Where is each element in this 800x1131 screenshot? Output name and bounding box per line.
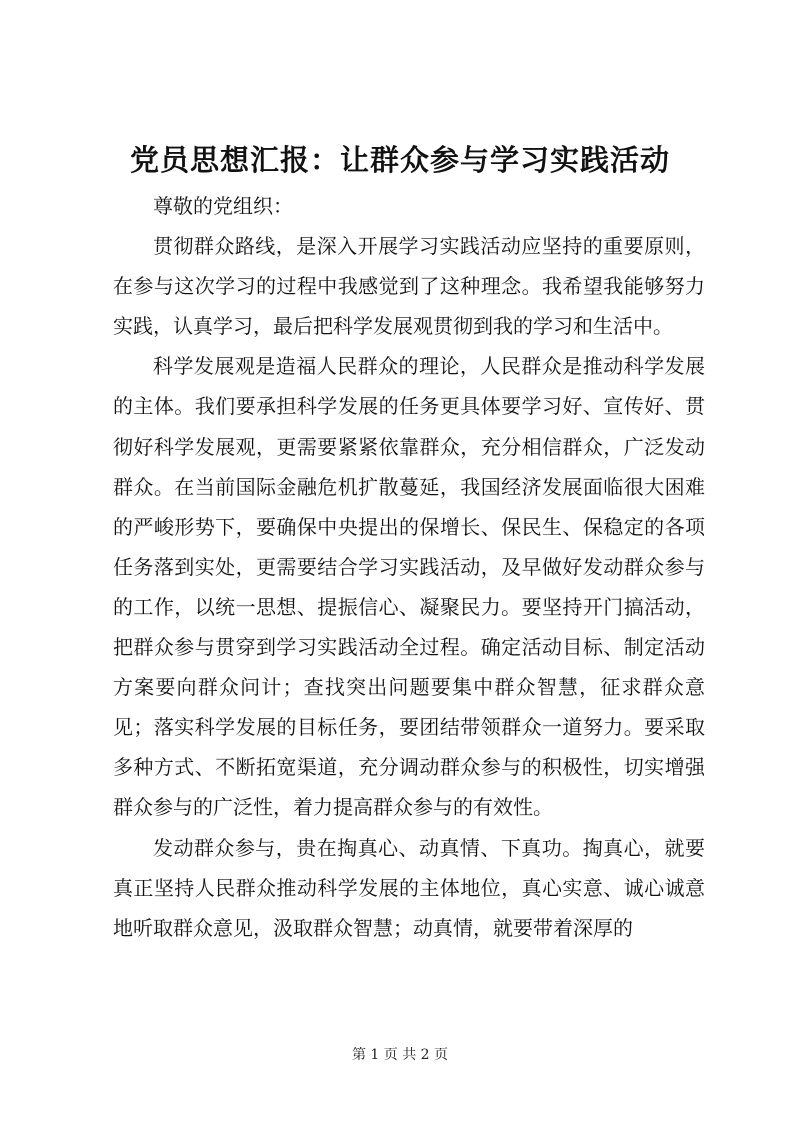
salutation: 尊敬的党组织： [153, 194, 293, 218]
paragraph-1: 贯彻群众路线，是深入开展学习实践活动应坚持的重要原则，在参与这次学习的过程中我感觉到了这种理念。我希望我能够努力实践，认真学习，最后把科学发展观贯彻到我的学习和生活中。 [113, 234, 705, 339]
document-body [113, 186, 705, 948]
paragraph-3: 发动群众参与，贵在掏真心、动真情、下真功。掏真心，就要真正坚持人民群众推动科学发展的主体地位，真心实意、诚心诚意地听取群众意见，汲取群众智慧；动真情，就要带着深厚的 [113, 835, 705, 940]
paragraph-2: 科学发展观是造福人民群众的理论，人民群众是推动科学发展的主体。我们要承担科学发展的任务更具体要学习好、宣传好、贯彻好科学发展观，更需要紧紧依靠群众，充分相信群众，广泛发动群众。在当前国际金融危机扩散蔓延，我国经济发展面临很大困难的严峻形势下，要确保中央提出的保增长、保民生、保稳定的各项任务落到实处，更需要结合学习实践活动，及早做好发动群众参与的工作，以统一思想、提振信心、凝聚民力。要坚持开门搞活动，把群众参与贯穿到学习实践活动全过程。确定活动目标、制定活动方案要向群众问计；查找突出问题要集中群众智慧，征求群众意见；落实科学发展的目标任务，要团结带领群众一道努力。要采取多种方式、不断拓宽渠道，充分调动群众参与的积极性，切实增强群众参与的广泛性，着力提高群众参与的有效性。 [113, 354, 705, 820]
page-footer: 第 1 页 共 2 页 [351, 1047, 449, 1063]
document-title: 党员思想汇报：让群众参与学习实践活动 [129, 143, 670, 177]
